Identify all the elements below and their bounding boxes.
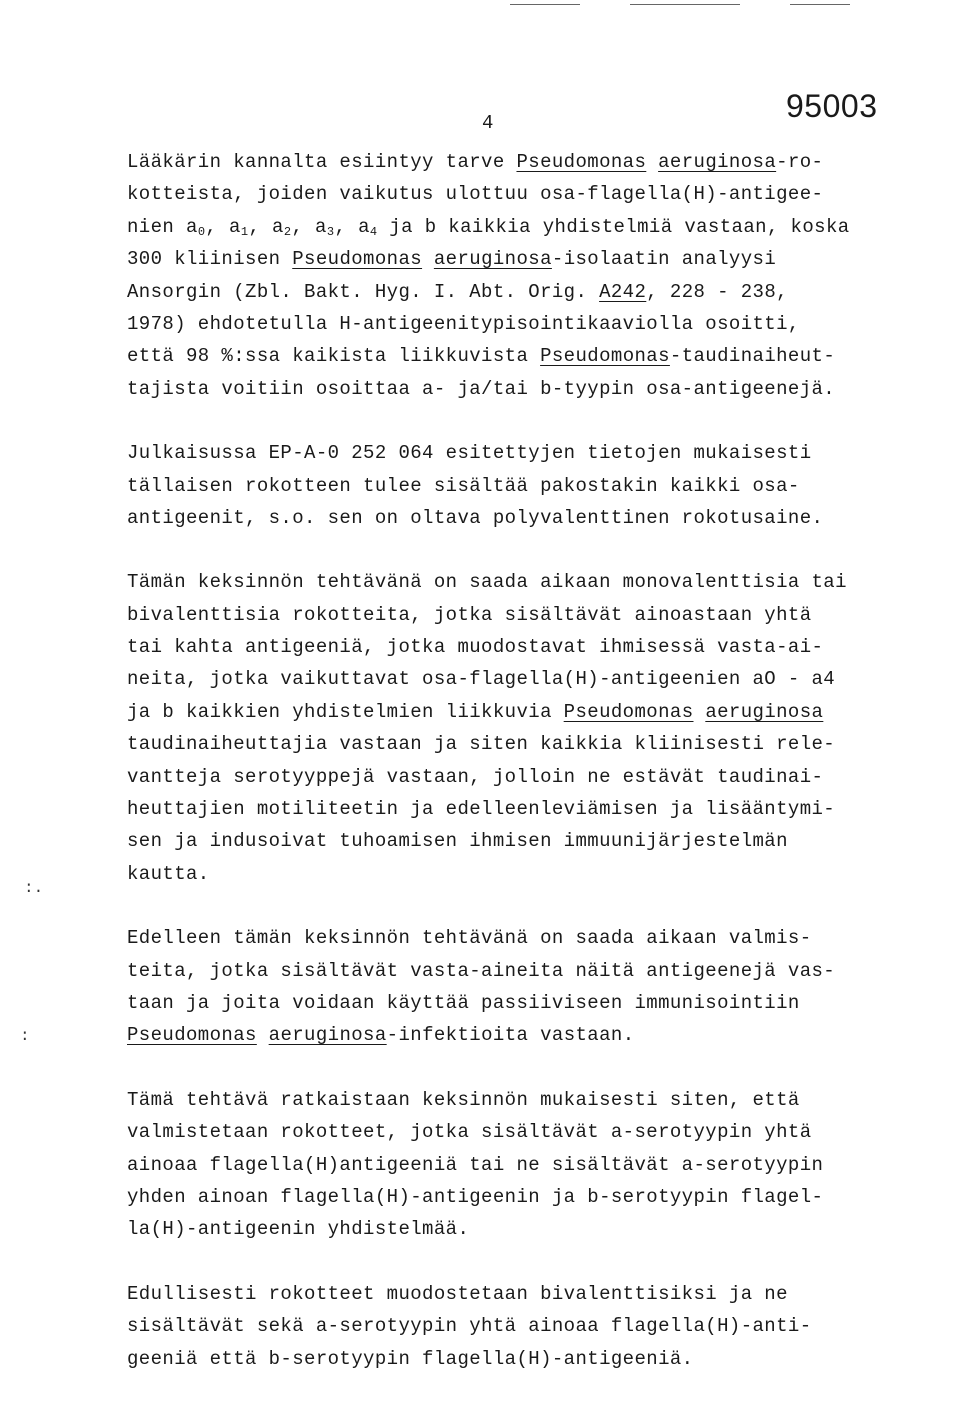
text-run: Tämä tehtävä ratkaistaan keksinnön mukaisesti siten, että xyxy=(127,1088,800,1111)
text-run: 1978) ehdotetulla H-antigeenitypisointikaaviolla osoitti, xyxy=(127,312,800,335)
text-run: neita, jotka vaikuttavat osa-flagella(H)-antigeenien aO - a4 xyxy=(127,668,836,691)
text-line xyxy=(127,825,867,857)
text-line xyxy=(127,631,867,663)
text-line xyxy=(127,146,867,178)
margin-mark: :. xyxy=(24,879,44,897)
text-run: ja b kaikkia yhdistelmiä vastaan, koska xyxy=(377,215,850,238)
text-run: sen ja indusoivat tuhoamisen ihmisen immuunijärjestelmän xyxy=(127,830,788,853)
text-line xyxy=(127,761,867,793)
text-run: , a xyxy=(205,215,241,238)
text-line xyxy=(127,276,867,308)
text-line xyxy=(127,1116,867,1148)
text-run: Edelleen tämän keksinnön tehtävänä on saada aikaan valmis- xyxy=(127,927,812,950)
text-line xyxy=(127,1084,867,1116)
paragraph xyxy=(127,566,867,890)
text-run: Edullisesti rokotteet muodostetaan bivalenttisiksi ja ne xyxy=(127,1282,788,1305)
text-run: että 98 %:ssa kaikista liikkuvista xyxy=(127,345,541,368)
underlined-term: aeruginosa xyxy=(658,151,777,173)
text-run: taudinaiheuttajia vastaan ja siten kaikkia kliinisesti rele- xyxy=(127,733,836,756)
text-line xyxy=(127,599,867,631)
text-line xyxy=(127,955,867,987)
text-run: tällaisen rokotteen tulee sisältää pakostakin kaikki osa- xyxy=(127,474,800,497)
text-run: geeniä että b-serotyypin flagella(H)-antigeeniä. xyxy=(127,1347,694,1370)
text-run: kautta. xyxy=(127,862,210,885)
text-line xyxy=(127,340,867,372)
text-run: heuttajien motiliteetin ja edelleenleviämisen ja lisääntymi- xyxy=(127,798,836,821)
text-run: kotteista, joiden vaikutus ulottuu osa-flagella(H)-antigee- xyxy=(127,183,824,206)
underlined-term: Pseudomonas xyxy=(563,700,694,723)
text-run: Tämän keksinnön tehtävänä on saada aikaan monovalenttisia tai xyxy=(127,571,847,594)
text-line xyxy=(127,793,867,825)
document-number: 95003 xyxy=(786,88,878,124)
body-text xyxy=(127,146,867,1407)
text-run: -ro- xyxy=(776,151,824,173)
text-line xyxy=(127,1019,867,1051)
subscript: 2 xyxy=(283,224,292,239)
top-scan-rule-left xyxy=(510,4,580,5)
margin-mark: : xyxy=(20,1027,30,1045)
paragraph xyxy=(127,922,867,1052)
text-line xyxy=(127,1343,867,1375)
paragraph xyxy=(127,146,867,405)
text-line xyxy=(127,1310,867,1342)
text-run: tajista voitiin osoittaa a- ja/tai b-tyypin osa-antigeenejä. xyxy=(127,377,836,400)
top-scan-rule-right xyxy=(790,4,850,5)
text-run: antigeenit, s.o. sen on oltava polyvalenttinen rokotusaine. xyxy=(127,506,824,529)
underlined-term: Pseudomonas xyxy=(540,345,670,368)
subscript: 1 xyxy=(240,224,249,239)
subscript: 0 xyxy=(197,224,206,239)
text-run: nien a xyxy=(127,215,198,238)
text-line xyxy=(127,308,867,340)
text-run: , 228 - 238, xyxy=(646,280,788,303)
text-run xyxy=(422,248,434,270)
text-run xyxy=(694,701,706,723)
text-line xyxy=(127,373,867,405)
underlined-term: Pseudomonas xyxy=(292,248,423,271)
text-run: valmistetaan rokotteet, jotka sisältävät a-serotyypin yhtä xyxy=(127,1121,812,1144)
text-run: taan ja joita voidaan käyttää passiiviseen immunisointiin xyxy=(127,991,800,1014)
text-line xyxy=(127,502,867,534)
text-line xyxy=(127,437,867,469)
text-run: vantteja serotyyppejä vastaan, jolloin ne estävät taudinai- xyxy=(127,765,824,788)
text-run: yhden ainoan flagella(H)-antigeenin ja b-serotyypin flagel- xyxy=(127,1185,824,1208)
text-run: ja b kaikkien yhdistelmien liikkuvia xyxy=(127,700,564,723)
text-run xyxy=(646,151,658,173)
text-run: Lääkärin kannalta esiintyy tarve xyxy=(127,151,517,173)
text-run: , a xyxy=(248,215,284,238)
text-run: 300 kliinisen xyxy=(127,248,293,271)
text-line xyxy=(127,987,867,1019)
text-line xyxy=(127,211,867,243)
paragraph xyxy=(127,437,867,534)
text-run: sisältävät sekä a-serotyypin yhtä ainoaa flagella(H)-anti- xyxy=(127,1315,812,1338)
text-line xyxy=(127,470,867,502)
subscript: 3 xyxy=(326,224,335,239)
text-line xyxy=(127,566,867,598)
page-number: 4 xyxy=(482,112,494,134)
text-run: la(H)-antigeenin yhdistelmää. xyxy=(127,1218,470,1241)
text-run: bivalenttisia rokotteita, jotka sisältävät ainoastaan yhtä xyxy=(127,603,812,626)
text-run: Julkaisussa EP-A-0 252 064 esitettyjen tietojen mukaisesti xyxy=(127,442,812,465)
text-run: -taudinaiheut- xyxy=(669,345,836,368)
underlined-term: aeruginosa xyxy=(433,248,552,271)
top-scan-rule-mid xyxy=(630,4,740,5)
text-line xyxy=(127,1278,867,1310)
text-line xyxy=(127,1181,867,1213)
text-line xyxy=(127,696,867,728)
text-run: -isolaatin analyysi xyxy=(551,248,777,271)
text-line xyxy=(127,728,867,760)
text-run: -infektioita vastaan. xyxy=(386,1024,635,1047)
text-line xyxy=(127,178,867,210)
text-run: , a xyxy=(334,215,370,238)
text-line xyxy=(127,1213,867,1245)
underlined-term: A242 xyxy=(599,280,647,303)
text-run: , a xyxy=(291,215,327,238)
text-run xyxy=(257,1024,269,1046)
text-line xyxy=(127,1149,867,1181)
underlined-term: Pseudomonas xyxy=(127,1024,257,1047)
subscript: 4 xyxy=(369,224,378,239)
underlined-term: aeruginosa xyxy=(268,1024,387,1047)
paragraph xyxy=(127,1084,867,1246)
paragraph xyxy=(127,1278,867,1375)
text-run: ainoaa flagella(H)antigeeniä tai ne sisältävät a-serotyypin xyxy=(127,1153,824,1176)
underlined-term: aeruginosa xyxy=(705,700,824,723)
text-run: Ansorgin (Zbl. Bakt. Hyg. I. Abt. Orig. xyxy=(127,280,600,303)
underlined-term: Pseudomonas xyxy=(516,151,647,173)
text-run: teita, jotka sisältävät vasta-aineita näitä antigeenejä vas- xyxy=(127,959,836,982)
text-line xyxy=(127,663,867,695)
text-line xyxy=(127,858,867,890)
text-line xyxy=(127,243,867,275)
text-line xyxy=(127,922,867,954)
text-run: tai kahta antigeeniä, jotka muodostavat ihmisessä vasta-ai- xyxy=(127,636,824,659)
